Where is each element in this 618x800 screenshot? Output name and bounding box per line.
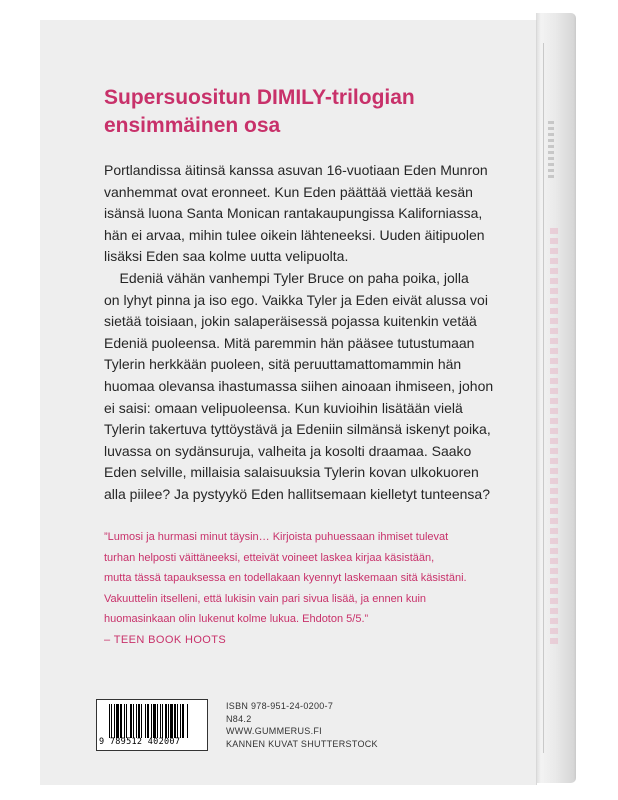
review-quote <box>104 527 524 630</box>
barcode-bar <box>109 704 110 738</box>
text-line: Tylerin herkkään puoleen, sitä peruuttamattomammin hän <box>104 356 462 373</box>
barcode-bar <box>160 704 161 738</box>
barcode-bar <box>126 704 127 738</box>
text-line: Eden selville, millaisia salaisuuksia Tylerin kovan ulkokuoren <box>104 464 479 481</box>
synopsis-paragraph-1 <box>104 160 524 268</box>
barcode-bar <box>145 704 146 738</box>
barcode-bar <box>174 704 176 738</box>
barcode-bar <box>147 704 149 738</box>
synopsis-paragraph-2 <box>104 268 524 506</box>
barcode-bar <box>153 704 156 738</box>
barcode-bars <box>109 704 199 738</box>
text-line: Edeniä puoleensa. Mitä paremmin hän pääsee tutustumaan <box>104 334 475 351</box>
publication-info <box>226 700 378 750</box>
barcode-bar <box>136 704 137 738</box>
barcode-bar <box>170 704 173 738</box>
headline-line: ensimmäinen osa <box>104 114 281 137</box>
quote-line: turhan helposti väittäneeksi, etteivät voineet laskea kirjaa käsistään, <box>104 551 435 564</box>
barcode-bar <box>124 704 125 738</box>
headline-line: Supersuositun DIMILY-trilogian <box>104 86 415 109</box>
barcode-bar <box>187 704 188 738</box>
barcode-bar <box>114 704 115 738</box>
headline <box>104 84 524 140</box>
barcode-bar <box>177 704 178 738</box>
text-line: huomaa olevansa ihastumassa siihen ainoaan ihmiseen, johon <box>104 377 494 394</box>
book-spine <box>536 13 576 783</box>
spine-groove <box>543 43 544 753</box>
classification-code: N84.2 <box>226 713 252 724</box>
barcode-bar <box>157 704 158 738</box>
text-line: alla piilee? Ja pystyykö Eden hallitsemaan kielletyt tunteensa? <box>104 485 491 502</box>
barcode-bar <box>151 704 152 738</box>
text-line: luvassa on sydänsuruja, valheita ja kosolti draamaa. Saako <box>104 442 472 459</box>
text-line: on lyhyt pinna ja iso ego. Vaikka Tyler ja Eden eivät alussa voi <box>104 291 488 308</box>
spine-pink-lettering <box>550 228 558 648</box>
quote-attribution: – TEEN BOOK HOOTS <box>104 634 227 646</box>
text-line: Edeniä vähän vanhempi Tyler Bruce on paha poika, jolla <box>104 270 469 286</box>
cover-image-credit: KANNEN KUVAT SHUTTERSTOCK <box>226 738 378 749</box>
text-line: Portlandissa äitinsä kanssa asuvan 16-vuotiaan Eden Munron <box>104 162 488 178</box>
text-line: lisäksi Eden saa kolme uutta velipuolta. <box>104 248 349 265</box>
barcode-bar <box>120 704 122 738</box>
text-line: Tylerin takertuva tyttöystävä ja Edeniin silmänsä iskenyt poika, <box>104 421 491 438</box>
barcode-bar <box>162 704 163 738</box>
barcode-bar <box>182 704 184 738</box>
text-line: hän ei arvaa, mihin tulee oikein lähteneeksi. Uuden äitipuolen <box>104 226 485 243</box>
spine-title-fragment <box>548 121 554 179</box>
barcode-bar <box>138 704 140 738</box>
barcode-bar <box>116 704 119 738</box>
barcode-bar <box>141 704 142 738</box>
barcode-bar <box>165 704 167 738</box>
barcode <box>96 699 208 751</box>
publisher-website: WWW.GUMMERUS.FI <box>226 726 322 736</box>
barcode-bar <box>168 704 169 738</box>
quote-line: mutta tässä tapauksessa en todellakaan kyennyt laskemaan sitä käsistäni. <box>104 572 467 584</box>
text-line: sietää toisiaan, jokin salaperäisessä pojassa kuitenkin vetää <box>104 313 477 330</box>
barcode-bar <box>130 704 132 738</box>
barcode-bar <box>133 704 134 738</box>
text-line: isänsä luona Santa Monican rantakaupungissa Kaliforniassa, <box>104 205 483 222</box>
quote-line: huomasinkaan olin lukenut kolme lukua. Ehdoton 5/5.” <box>104 613 369 625</box>
text-line: vanhemmat ovat eronneet. Kun Eden päättää viettää kesän <box>104 183 473 200</box>
barcode-number: 9 789512 402007 <box>99 737 181 747</box>
text-line: ei saisi: omaan velipuoleensa. Kun kuvioihin lisätään vielä <box>104 399 463 416</box>
quote-line: Vakuuttelin itselleni, että lukisin vain pari sivua lisää, ja ennen kuin <box>104 592 427 605</box>
barcode-bar <box>111 704 112 738</box>
barcode-bar <box>180 704 181 738</box>
isbn: ISBN 978-951-24-0200-7 <box>226 701 334 711</box>
quote-line: ”Lumosi ja hurmasi minut täysin… Kirjoista puhuessaan ihmiset tulevat <box>104 531 449 543</box>
